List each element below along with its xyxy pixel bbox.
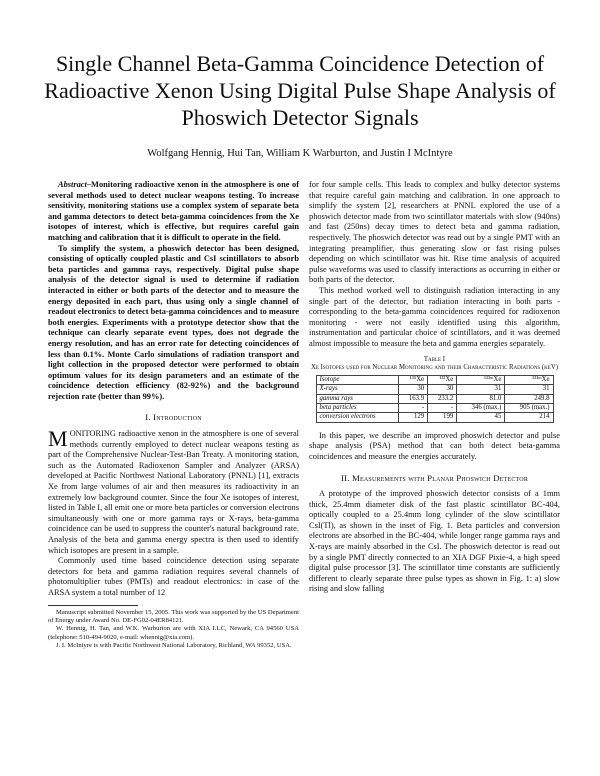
isotope-table xyxy=(316,375,554,423)
table-cell: 129 xyxy=(399,413,428,422)
table-cell: 905 (max.) xyxy=(505,403,553,412)
table-cell: 31 xyxy=(457,385,505,394)
table-cell: beta particles xyxy=(316,403,399,412)
table-row xyxy=(316,385,553,394)
table-row xyxy=(316,413,553,422)
table-cell: 233.2 xyxy=(428,394,457,403)
table-header-cell: ¹³⁵Xe xyxy=(399,375,428,384)
footnote-authors-xia: W. Hennig, H. Tan, and W.K. Warburton are with XIA LLC, Newark, CA 94560 USA (telephone: 510-494-9020, e-mail: whennig@xia.com). xyxy=(48,625,299,641)
section-heading-introduction: I. Introduction xyxy=(145,412,202,423)
table-cell: 30 xyxy=(428,385,457,394)
table-title: Xe Isotopes used for Nuclear Monitoring and their Characteristic Radiations (keV) xyxy=(310,364,559,372)
right-column xyxy=(309,180,560,595)
intro-paragraph-4: This method worked well to distinguish radiation interacting in any single part of the detector, but radiation interacting in both parts - corresponding to the beta-gamma coincidences required for radioxenon monitoring - were not easily identified using this algorithm, instrumentation and particular choice of scintillators, and it was deemed almost impossible to measure the beta and gamma energies separately. xyxy=(309,285,560,348)
abstract-paragraph-2: To simplify the system, a phoswich detector has been designed, consisting of optically coupled plastic and CsI scintillators to absorb beta particles and gamma rays, respectively. Digital pulse shape analysis of the detector signal is used to determine if radiation interacted in either or both parts of the detector and to measure the energy deposited in each part, thus using only a single channel of readout electronics to detect beta-gamma coincidences and to measure both energies. Experiments with a prototype detector show that the technique can clearly separate event types, does not degrade the energy resolution, and has an error rate for detecting coincidences of less than 0.1%. Monte Carlo simulations of radiation transport and light collection in the proposed detector were performed to obtain optimum values for its design parameters and an estimate of the coincidence detection efficiency (82-92%) and the background rejection rate (better than 99%). xyxy=(48,243,299,401)
intro-paragraph-3: for four sample cells. This leads to complex and bulky detector systems that require careful gain matching and calibration. In one approach to simplify the system [2], researchers at PNNL explored the use of a phoswich detector made from two scintillator materials with slow (940ns) and fast (250ns) decay times to detect beta and gamma radiation, respectively. The phoswich detector was read out by a single PMT with an integrating preamplifier, thus generating slow or fast rising pulses depending on which scintillator was hit. Rise time analysis of acquired pulse waveforms was used to classify interactions as occurring in either or both parts of the detector. xyxy=(309,180,560,285)
author-list: Wolfgang Hennig, Hui Tan, William K Warburton, and Justin I McIntyre xyxy=(147,148,453,159)
table-header-cell: ¹³³ᵐXe xyxy=(457,375,505,384)
table-row xyxy=(316,394,553,403)
table-header-cell: ¹³³Xe xyxy=(428,375,457,384)
table-cell: 81.0 xyxy=(457,394,505,403)
abstract-text-1: –Monitoring radioactive xenon in the atmosphere is one of several methods used to detect nuclear weapons testing. To increase sensitivity, monitoring stations use a complex system of separate beta and gamma detectors to detect beta-gamma coincidences from the Xe isotopes of interest, which is effective, but requires careful gain matching and calibration that it is difficult to operate in the field. xyxy=(48,180,299,242)
intro-paragraph-1 xyxy=(48,426,299,556)
table-cell: 31 xyxy=(505,385,553,394)
table-cell: 30 xyxy=(399,385,428,394)
table-header-row xyxy=(316,375,553,384)
section-heading-measurements: II. Measurements with Planar Phoswich Detector xyxy=(340,472,529,483)
table-row xyxy=(316,403,553,412)
table-cell: gamma rays xyxy=(316,394,399,403)
intro-paragraph-5: In this paper, we describe an improved phoswich detector and pulse shape analysis (PSA) method that can both detect beta-gamma coincidences and measure the energies accurately. xyxy=(309,430,560,461)
table-cell: X-rays xyxy=(316,385,399,394)
footnote-divider xyxy=(48,605,138,606)
table-cell: conversion electrons xyxy=(316,413,399,422)
footnote-author-pnnl: J. I. McIntyre is with Pacific Northwest National Laboratory, Richland, WA 99352, USA. xyxy=(56,642,292,650)
table-cell: 45 xyxy=(457,413,505,422)
table-cell: - xyxy=(399,403,428,412)
table-label: Table I xyxy=(423,355,446,363)
drop-cap: M xyxy=(48,426,68,452)
abstract-paragraph-1 xyxy=(48,180,299,244)
table-header-cell: Isotope xyxy=(316,375,399,384)
footnote-submission: Manuscript submitted November 15, 2005. This work was supported by the US Department of Energy under Award No. DE-FG02-04ER84121. xyxy=(48,608,299,624)
table-cell: - xyxy=(428,403,457,412)
paper-title: Single Channel Beta-Gamma Coincidence Detection of Radioactive Xenon Using Digital Pulse Shape Analysis of Phoswich Detector Signals xyxy=(44,51,556,130)
table-cell: 163.9 xyxy=(399,394,428,403)
intro-paragraph-2: Commonly used time based coincidence detection using separate detectors for beta and gamma radiation requires several channels of photomultiplier tubes (PMTs) and readout electronics: in case of the ARSA system a total number of 12 xyxy=(48,556,299,597)
measurements-paragraph-1: A prototype of the improved phoswich detector consists of a 1mm thick, 25.4mm diameter disk of the fast plastic scintillator BC-404, optically coupled to a 25.4mm long cylinder of the slow scintillator CsI(Tl), as shown in the inset of Fig. 1. Beta particles and conversion electrons are absorbed in the BC-404, while longer range gamma rays and X-rays are mainly absorbed in the CsI. The phoswich detector is read out by a single PMT directly connected to an XIA DGF Pixie-4, a high speed digital pulse processor [3]. The scintillator time constants are sufficiently different to clearly separate three pulse types as shown in Fig. 1: a) slow rising and slow falling xyxy=(309,489,560,594)
left-column xyxy=(48,180,299,651)
table-header-cell: ¹³¹ᵐXe xyxy=(505,375,553,384)
table-cell: 214 xyxy=(505,413,553,422)
intro-paragraph-1-text: ONITORING radioactive xenon in the atmosphere is one of several methods currently employed to detect nuclear weapons testing as part of the Comprehensive Nuclear-Test-Ban Treaty. A monitoring station, such as the Automated Radioxenon Sampler and Analyzer (ARSA) developed at Pacific Northwest National Laboratory (PNNL) [1], extracts Xe from large volumes of air and then measures its radioactivity in an extremely low background counter. Since the four Xe isotopes of interest, listed in Table I, all emit one or more beta particles or conversion electrons simultaneously with one or more gamma rays or X-rays, beta-gamma coincidence can be used to suppress the counter's natural background rate. Analysis of the beta and gamma energy spectra is then used to identify which isotopes are present in a sample. xyxy=(48,429,299,555)
table-cell: 249.8 xyxy=(505,394,553,403)
table-cell: 346 (max.) xyxy=(457,403,505,412)
table-cell: 199 xyxy=(428,413,457,422)
abstract-lead: Abstract xyxy=(58,180,87,189)
table-caption xyxy=(309,356,560,373)
